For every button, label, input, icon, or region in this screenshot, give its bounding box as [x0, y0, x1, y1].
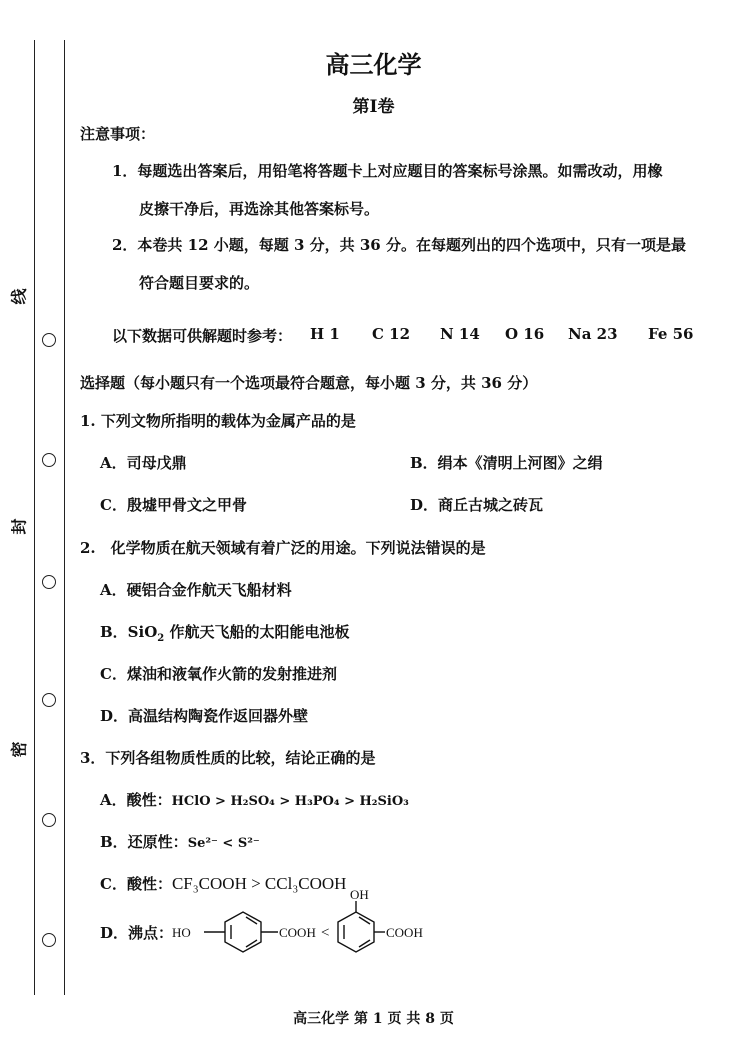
- binding-hole-5: [42, 813, 56, 827]
- q3-option-c-label: C．酸性：: [100, 875, 172, 893]
- notice-item2-line1: 2．本卷共 12 小题，每题 3 分，共 36 分。在每题列出的四个选项中，只有一项是最: [112, 236, 686, 254]
- q3-d-less-than: <: [321, 925, 330, 941]
- notice-item2-line2: 符合题目要求的。: [139, 274, 260, 292]
- element-fe: Fe 56: [648, 325, 694, 343]
- q2-option-d: D．高温结构陶瓷作返回器外壁: [100, 707, 309, 725]
- q3-option-a-label: A．酸性：: [100, 791, 172, 809]
- element-o: O 16: [505, 325, 545, 343]
- q2-option-a: A．硬铝合金作航天飞船材料: [100, 581, 292, 599]
- q2-option-b-post: 作航天飞船的太阳能电池板: [164, 623, 350, 641]
- q2-option-c: C．煤油和液氧作火箭的发射推进剂: [100, 665, 337, 683]
- q2-option-b-pre: B．SiO: [100, 623, 158, 641]
- q1-option-d: D．商丘古城之砖瓦: [410, 496, 544, 514]
- page-title: 高三化学: [325, 50, 422, 79]
- binding-hole-3: [42, 575, 56, 589]
- q3-d-right-cooh: COOH: [386, 925, 423, 940]
- choice-section-heading: 选择题（每小题只有一个选项最符合题意，每小题 3 分，共 36 分）: [80, 374, 538, 392]
- q3-option-a: [100, 789, 409, 810]
- q1-option-c: C．殷墟甲骨文之甲骨: [100, 496, 247, 514]
- element-c: C 12: [372, 325, 411, 343]
- q3-option-d-label: D．沸点：: [100, 924, 174, 942]
- q2-stem: 2. 化学物质在航天领域有着广泛的用途。下列说法错误的是: [80, 539, 486, 557]
- notice-heading: 注意事项：: [80, 125, 156, 143]
- binding-hole-2: [42, 453, 56, 467]
- element-n: N 14: [440, 325, 480, 343]
- notice-item1-line1: 1．每题选出答案后，用铅笔将答题卡上对应题目的答案标号涂黑。如需改动，用橡: [112, 162, 663, 180]
- q3-option-b-label: B．还原性：: [100, 833, 188, 851]
- q3-option-b-formula: Se²⁻ < S²⁻: [187, 836, 260, 851]
- margin-label-mi: 密: [9, 741, 29, 758]
- element-na: Na 23: [568, 325, 618, 343]
- q2-option-b-sub: 2: [157, 633, 165, 644]
- binding-hole-1: [42, 333, 56, 347]
- notice-item1-line2: 皮擦干净后，再选涂其他答案标号。: [139, 200, 380, 218]
- q3-d-right-oh: OH: [350, 887, 369, 902]
- q3-d-left-ho: HO: [172, 925, 191, 940]
- margin-label-feng: 封: [9, 518, 29, 535]
- page-footer: 高三化学 第 1 页 共 8 页: [293, 1011, 454, 1027]
- q2-option-b: [100, 621, 349, 644]
- q3-option-b: [100, 831, 260, 852]
- margin-label-xian: 线: [9, 288, 29, 305]
- reference-label: 以下数据可供解题时参考：: [112, 327, 293, 345]
- section-title: 第I卷: [352, 97, 395, 117]
- margin-line-inner: [64, 40, 65, 995]
- q3-option-d-structures: [170, 886, 470, 966]
- q1-option-b: B．绢本《清明上河图》之绢: [410, 454, 603, 472]
- q3-d-left-cooh: COOH: [279, 925, 316, 940]
- binding-hole-6: [42, 933, 56, 947]
- q3-option-a-formula: HClO > H₂SO₄ > H₃PO₄ > H₂SiO₃: [171, 794, 409, 809]
- q1-stem: 1. 下列文物所指明的载体为金属产品的是: [80, 412, 356, 430]
- q3-option-c-formula: CF₃COOH > CCl₃COOH: [171, 874, 347, 893]
- margin-line-outer: [34, 40, 35, 995]
- element-h: H 1: [310, 325, 340, 343]
- q3-stem: 3．下列各组物质性质的比较，结论正确的是: [80, 749, 376, 767]
- binding-hole-4: [42, 693, 56, 707]
- q1-option-a: A．司母戊鼎: [100, 454, 187, 472]
